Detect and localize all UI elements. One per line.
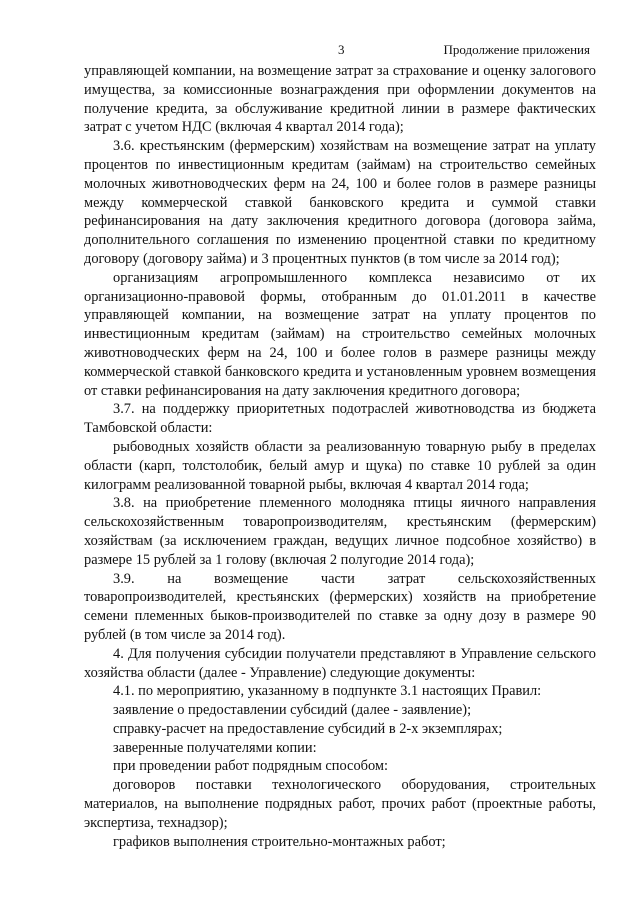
document-body bbox=[84, 62, 596, 851]
paragraph: 3.7. на поддержку приоритетных подотраслей животноводства из бюджета Тамбовской области: bbox=[84, 401, 596, 437]
paragraph: 3.8. на приобретение племенного молодняка птицы яичного направления сельскохозяйственным товаропроизводителям, крестьянским (фермерским) хозяйствам (за исключением граждан, ведущих личное подсобное хозяйство) в размере 15 рублей за 1 голову (включая 2 полугодие 2014 года); bbox=[84, 495, 596, 568]
paragraph: графиков выполнения строительно-монтажных работ; bbox=[113, 833, 446, 850]
paragraph: при проведении работ подрядным способом: bbox=[113, 758, 388, 775]
paragraph: 4. Для получения субсидии получатели представляют в Управление сельского хозяйства области (далее - Управление) следующие документы: bbox=[84, 645, 596, 681]
paragraph: договоров поставки технологического оборудования, строительных материалов, на выполнение подрядных работ, прочих работ (проектные работы, экспертиза, технадзор); bbox=[84, 777, 596, 831]
paragraph: 3.9. на возмещение части затрат сельскохозяйственных товаропроизводителей, крестьянских (фермерских) хозяйств на приобретение семени племенных быков-производителей по ставке за одну дозу в размере 90 рублей (в том числе за 2014 год). bbox=[84, 570, 596, 643]
paragraph: справку-расчет на предоставление субсидий в 2-х экземплярах; bbox=[113, 720, 503, 737]
paragraph: рыбоводных хозяйств области за реализованную товарную рыбу в пределах области (карп, толстолобик, белый амур и щука) по ставке 10 рублей за один килограмм реализованной товарной рыбы, включая 4 квартал 2014 года; bbox=[84, 438, 596, 493]
paragraph: 4.1. по мероприятию, указанному в подпункте 3.1 настоящих Правил: bbox=[113, 683, 542, 700]
paragraph: управляющей компании, на возмещение затрат за страхование и оценку залогового имущества, за комиссионные вознаграждения при оформлении документов на получение кредита, за обслуживание кредитной линии в размере фактических затрат с учетом НДС (включая 4 квартал 2014 года); bbox=[84, 63, 596, 136]
page-number: 3 bbox=[338, 42, 345, 57]
paragraph: заявление о предоставлении субсидий (далее - заявление); bbox=[113, 702, 472, 719]
paragraph: 3.6. крестьянским (фермерским) хозяйствам на возмещение затрат на уплату процентов по инвестиционным кредитам (займам) на строительство семейных молочных животноводческих ферм на 24, 100 и более голов в размере разницы между коммерческой ставкой банковского кредита и суммой ставки рефинансирования на дату заключения кредитного договора (договора займа, дополнительного соглашения по изменению процентной ставки по кредитному договору (договору займа) и 3 процентных пунктов (в том числе за 2014 год); bbox=[84, 138, 596, 267]
paragraph: организациям агропромышленного комплекса независимо от их организационно-правовой формы, отобранным до 01.01.2011 в качестве управляющей компании, на возмещение затрат на уплату процентов по инвестиционным кредитам (займам) на строительство семейных молочных животноводческих ферм на 24, 100 и более голов в размере разницы между коммерческой ставкой банковского кредита и установленным уровнем возмещения от ставки рефинансирования на дату заключения кредитного договора; bbox=[84, 269, 596, 399]
paragraph: заверенные получателями копии: bbox=[113, 739, 317, 756]
header-note: Продолжение приложения bbox=[443, 42, 590, 57]
